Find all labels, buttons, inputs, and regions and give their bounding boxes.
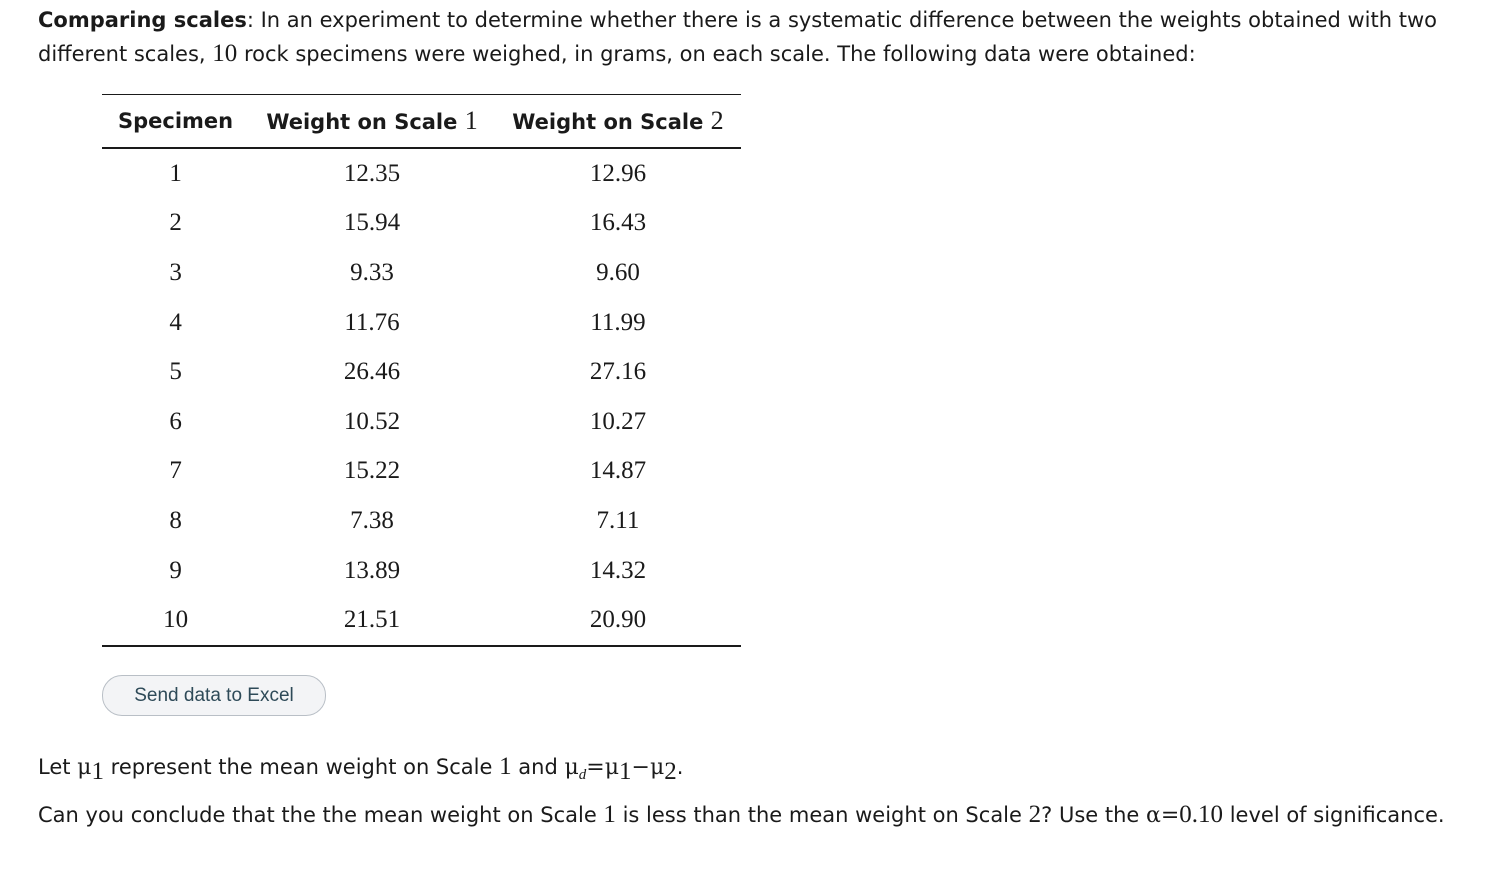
table-row: 5 26.46 27.16 [169,358,647,386]
table-row: 4 11.76 11.99 [169,308,646,336]
table-row: 3 9.33 9.60 [169,258,640,286]
specimen-count: 10 [212,40,238,67]
let-statement: Let $\mu_1$ represent the mean weight on Scale 1 and $\mu_d=\mu_1-\mu_2$. [38,753,684,785]
table-row: 8 7.38 7.11 [169,506,640,534]
send-to-excel-button[interactable]: Send data to Excel [102,675,326,716]
table-row: 1 12.35 12.96 [169,159,647,187]
problem-title: Comparing scales [38,8,247,32]
question-text: Can you conclude that the the mean weight on Scale 1 is less than the mean weight on Scale 2? Use the α=0.10 level of significance. [38,801,1445,828]
table-row: 2 15.94 16.43 [169,209,647,237]
header-scale-1: Weight on Scale 1 [266,106,478,135]
table-row: 7 15.22 14.87 [169,457,647,485]
table-row: 10 21.51 20.90 [102,595,741,646]
problem-intro: Comparing scales: In an experiment to determine whether there is a systematic difference between the weights obtained with two different scales, 10 rock specimens were weighed, in grams, on each scale. The following data were obtained: [38,8,1437,67]
table-header-row [102,95,741,149]
data-table [102,94,741,647]
header-scale-2: Weight on Scale 2 [512,106,724,135]
table-row: 9 13.89 14.32 [169,556,647,584]
table-row: 6 10.52 10.27 [169,407,647,435]
header-specimen: Specimen [118,109,234,133]
